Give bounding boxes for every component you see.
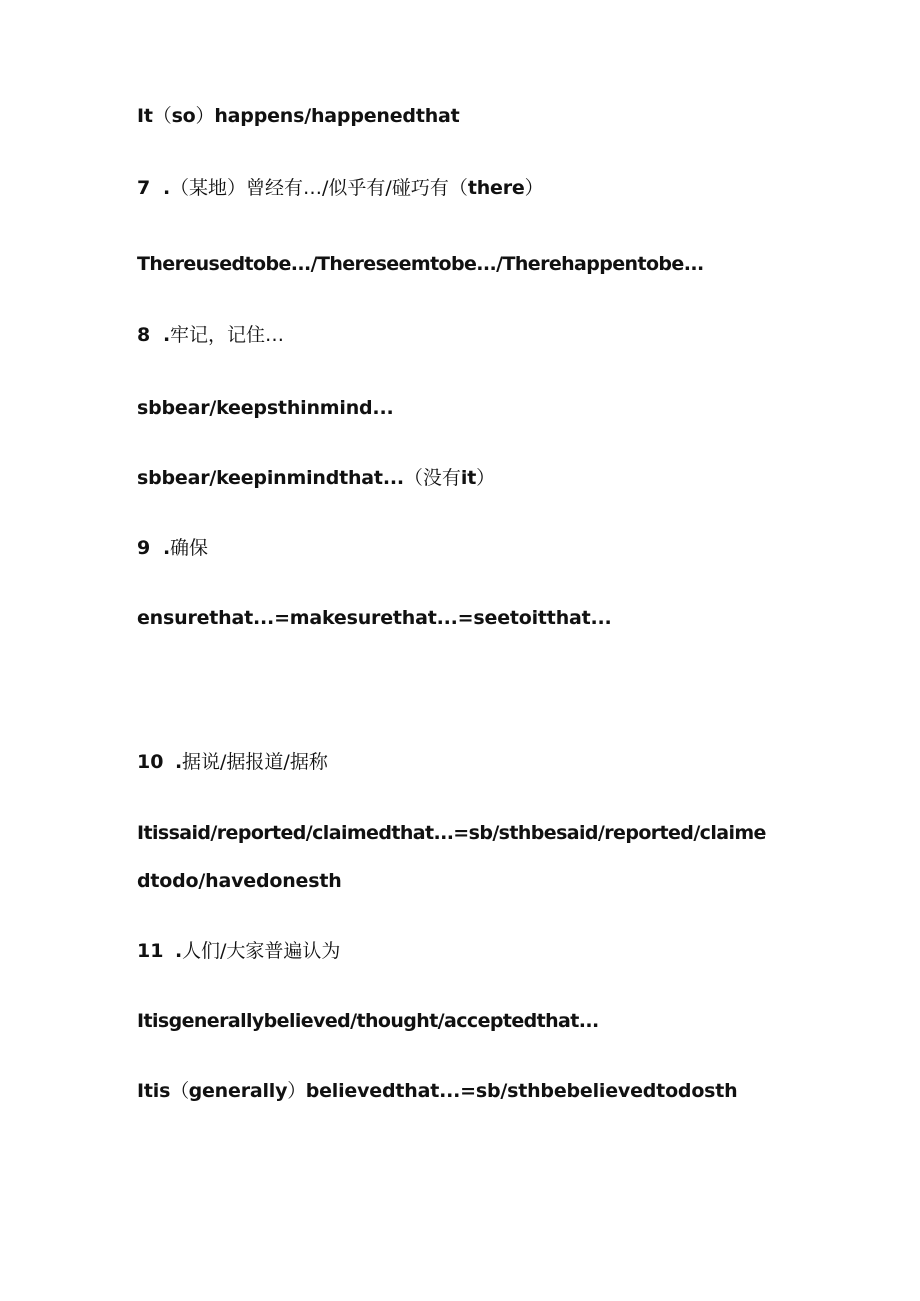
item-9-phrase: ensurethat...=makesurethat...=seetoitthat...: [137, 607, 612, 629]
item-9-heading: [137, 536, 208, 560]
item-10-phrase-2: dtodo/havedonesth: [137, 870, 342, 892]
item-dot: .: [163, 324, 171, 346]
text-cn: 牢记，记住…: [170, 324, 285, 346]
text-cn: 人们/大家普遍认为: [182, 940, 341, 962]
text-en: there: [467, 177, 525, 199]
text-cn: ）: [524, 177, 544, 199]
text-en: happens/happenedthat: [214, 105, 460, 127]
item-11-heading: [137, 939, 340, 963]
text-cn: （某地）曾经有…/似乎有/碰巧有（: [170, 177, 468, 199]
item-number: 7: [137, 177, 151, 199]
text-en: so: [171, 105, 196, 127]
item-dot: .: [175, 751, 183, 773]
text-cn: （: [152, 105, 172, 127]
text-cn: ）: [287, 1080, 306, 1102]
item-11-phrase-2: [137, 1079, 738, 1103]
text-en: generally: [188, 1080, 288, 1102]
text-en: sbbear/keepinmindthat...: [137, 467, 404, 489]
text-cn: （没有: [403, 467, 461, 489]
text-cn: ）: [476, 467, 496, 489]
item-number: 11: [137, 940, 164, 962]
text-en: believedthat...=sb/sthbebelievedtodosth: [305, 1080, 738, 1102]
item-number: 9: [137, 537, 151, 559]
text-cn: 据说/据报道/据称: [182, 751, 328, 773]
item-8-phrase-1: sbbear/keepsthinmind...: [137, 397, 394, 419]
item-8-phrase-2: [137, 466, 495, 490]
item-7-heading: [137, 176, 544, 200]
item-7-phrase: Thereusedtobe.../Thereseemtobe.../Therehappentobe...: [137, 253, 704, 275]
line-it-so-happens: [137, 104, 460, 128]
item-number: 8: [137, 324, 151, 346]
text-en: it: [460, 467, 477, 489]
item-dot: .: [163, 177, 171, 199]
text-cn: 确保: [170, 537, 209, 559]
text-cn: （: [170, 1080, 189, 1102]
item-10-phrase-1: Itissaid/reported/claimedthat...=sb/sthbesaid/reported/claime: [137, 822, 766, 844]
item-10-heading: [137, 750, 328, 774]
item-dot: .: [175, 940, 183, 962]
item-11-phrase-1: Itisgenerallybelieved/thought/acceptedthat...: [137, 1010, 599, 1032]
item-dot: .: [163, 537, 171, 559]
text-en: It: [137, 105, 153, 127]
text-en: Itis: [137, 1080, 171, 1102]
text-cn: ）: [195, 105, 215, 127]
item-8-heading: [137, 323, 284, 347]
item-number: 10: [137, 751, 164, 773]
